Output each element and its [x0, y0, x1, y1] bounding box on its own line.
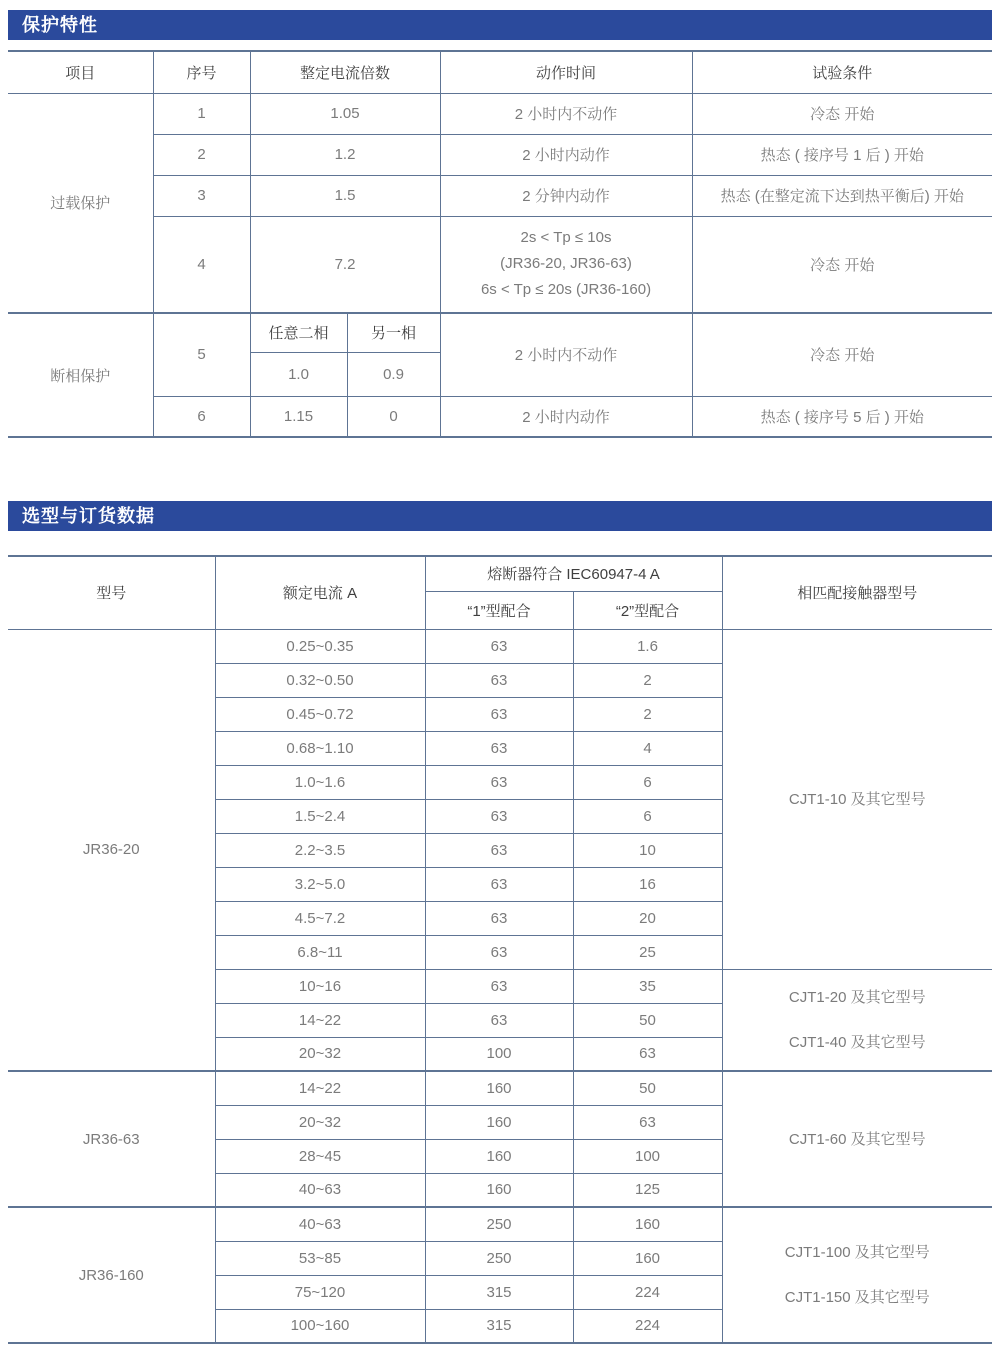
header-multiple: 整定电流倍数 — [250, 51, 440, 93]
rated-current-cell: 40~63 — [215, 1207, 425, 1241]
fuse-type2-cell: 160 — [573, 1241, 722, 1275]
fuse-type2-cell: 50 — [573, 1071, 722, 1105]
fuse-type1-cell: 63 — [425, 833, 573, 867]
fuse-type2-cell: 100 — [573, 1139, 722, 1173]
seq-cell: 5 — [153, 313, 250, 396]
fuse-type2-cell: 125 — [573, 1173, 722, 1207]
model-cell: JR36-63 — [8, 1071, 215, 1207]
fuse-type2-cell: 2 — [573, 663, 722, 697]
time-cell: 2 小时内动作 — [440, 134, 692, 175]
rated-current-cell: 6.8~11 — [215, 935, 425, 969]
contactor-line: CJT1-40 及其它型号 — [788, 1033, 926, 1051]
time-cell — [440, 216, 692, 313]
contactor-line: CJT1-10 及其它型号 — [788, 790, 926, 808]
table-header-row — [8, 51, 992, 93]
rated-current-cell: 1.5~2.4 — [215, 799, 425, 833]
table-header-row — [8, 556, 992, 591]
table-row — [8, 175, 992, 216]
contactor-line: CJT1-20 及其它型号 — [788, 988, 926, 1006]
section-title-selection: 选型与订货数据 — [8, 501, 992, 531]
rated-current-cell: 10~16 — [215, 969, 425, 1003]
fuse-type2-cell: 224 — [573, 1309, 722, 1343]
rated-current-cell: 3.2~5.0 — [215, 867, 425, 901]
time-cell: 2 小时内不动作 — [440, 313, 692, 396]
contactor-line: CJT1-100 及其它型号 — [784, 1244, 930, 1261]
multiple-cell: 1.5 — [250, 175, 440, 216]
fuse-type2-cell: 20 — [573, 901, 722, 935]
fuse-type2-cell: 10 — [573, 833, 722, 867]
model-cell: JR36-20 — [8, 629, 215, 1071]
fuse-type1-cell: 63 — [425, 867, 573, 901]
table-row — [8, 134, 992, 175]
rated-current-cell: 0.32~0.50 — [215, 663, 425, 697]
fuse-type2-cell: 63 — [573, 1105, 722, 1139]
table-row — [8, 313, 992, 352]
condition-cell: 冷态 开始 — [692, 93, 992, 134]
condition-cell: 热态 ( 接序号 1 后 ) 开始 — [692, 134, 992, 175]
fuse-type1-cell: 100 — [425, 1037, 573, 1071]
multiple-sub-cell: 0 — [347, 396, 440, 437]
multiple-sub-cell: 1.0 — [250, 352, 347, 396]
fuse-type2-cell: 2 — [573, 697, 722, 731]
fuse-type1-cell: 63 — [425, 663, 573, 697]
header-contactor: 相匹配接触器型号 — [722, 556, 992, 629]
fuse-type1-cell: 160 — [425, 1071, 573, 1105]
fuse-type2-cell: 160 — [573, 1207, 722, 1241]
contactor-line: CJT1-60 及其它型号 — [788, 1130, 926, 1148]
fuse-type1-cell: 63 — [425, 901, 573, 935]
rated-current-cell: 0.68~1.10 — [215, 731, 425, 765]
contactor-cell — [722, 969, 992, 1071]
multiple-cell: 1.2 — [250, 134, 440, 175]
header-item: 项目 — [8, 51, 153, 93]
table-row — [8, 93, 992, 134]
time-line: (JR36-20, JR36-63) — [500, 255, 632, 273]
rated-current-cell: 2.2~3.5 — [215, 833, 425, 867]
time-line: 6s < Tp ≤ 20s (JR36-160) — [480, 281, 652, 299]
header-fuse: 熔断器符合 IEC60947-4 A — [425, 556, 722, 591]
table-row — [8, 1207, 992, 1241]
condition-cell: 冷态 开始 — [692, 216, 992, 313]
time-cell: 2 分钟内动作 — [440, 175, 692, 216]
contactor-cell — [722, 1071, 992, 1207]
contactor-line: CJT1-150 及其它型号 — [784, 1289, 930, 1306]
seq-cell: 1 — [153, 93, 250, 134]
table-row — [8, 396, 992, 437]
seq-cell: 2 — [153, 134, 250, 175]
header-condition: 试验条件 — [692, 51, 992, 93]
model-cell: JR36-160 — [8, 1207, 215, 1343]
fuse-type2-cell: 4 — [573, 731, 722, 765]
rated-current-cell: 40~63 — [215, 1173, 425, 1207]
multiple-sub-cell: 0.9 — [347, 352, 440, 396]
header-fit-type2: “2”型配合 — [573, 591, 722, 629]
rated-current-cell: 53~85 — [215, 1241, 425, 1275]
condition-cell: 冷态 开始 — [692, 313, 992, 396]
fuse-type1-cell: 315 — [425, 1275, 573, 1309]
fuse-type1-cell: 63 — [425, 697, 573, 731]
fuse-type1-cell: 160 — [425, 1139, 573, 1173]
rated-current-cell: 20~32 — [215, 1105, 425, 1139]
fuse-type1-cell: 63 — [425, 799, 573, 833]
time-cell: 2 小时内不动作 — [440, 93, 692, 134]
fuse-type1-cell: 63 — [425, 731, 573, 765]
table-row — [8, 629, 992, 663]
fuse-type1-cell: 63 — [425, 765, 573, 799]
seq-cell: 6 — [153, 396, 250, 437]
time-cell: 2 小时内动作 — [440, 396, 692, 437]
multiple-sub-cell: 1.15 — [250, 396, 347, 437]
rated-current-cell: 14~22 — [215, 1003, 425, 1037]
fuse-type2-cell: 63 — [573, 1037, 722, 1071]
rated-current-cell: 4.5~7.2 — [215, 901, 425, 935]
selection-table — [8, 555, 992, 1344]
fuse-type2-cell: 50 — [573, 1003, 722, 1037]
fuse-type1-cell: 160 — [425, 1173, 573, 1207]
rated-current-cell: 20~32 — [215, 1037, 425, 1071]
rated-current-cell: 28~45 — [215, 1139, 425, 1173]
group-phase-failure-cell: 断相保护 — [8, 313, 153, 437]
rated-current-cell: 0.45~0.72 — [215, 697, 425, 731]
rated-current-cell: 100~160 — [215, 1309, 425, 1343]
fuse-type2-cell: 6 — [573, 799, 722, 833]
table-row — [8, 216, 992, 313]
sub-header-any-two-phase: 任意二相 — [250, 313, 347, 352]
fuse-type1-cell: 63 — [425, 935, 573, 969]
fuse-type1-cell: 250 — [425, 1207, 573, 1241]
fuse-type2-cell: 224 — [573, 1275, 722, 1309]
seq-cell: 4 — [153, 216, 250, 313]
fuse-type2-cell: 6 — [573, 765, 722, 799]
time-line: 2s < Tp ≤ 10s — [520, 229, 612, 247]
condition-cell: 热态 ( 接序号 5 后 ) 开始 — [692, 396, 992, 437]
header-model: 型号 — [8, 556, 215, 629]
section-title-protection: 保护特性 — [8, 10, 992, 40]
rated-current-cell: 0.25~0.35 — [215, 629, 425, 663]
fuse-type2-cell: 16 — [573, 867, 722, 901]
fuse-type2-cell: 25 — [573, 935, 722, 969]
fuse-type1-cell: 63 — [425, 969, 573, 1003]
condition-cell: 热态 (在整定流下达到热平衡后) 开始 — [692, 175, 992, 216]
multiple-cell: 7.2 — [250, 216, 440, 313]
rated-current-cell: 75~120 — [215, 1275, 425, 1309]
rated-current-cell: 14~22 — [215, 1071, 425, 1105]
rated-current-cell: 1.0~1.6 — [215, 765, 425, 799]
fuse-type1-cell: 160 — [425, 1105, 573, 1139]
fuse-type2-cell: 35 — [573, 969, 722, 1003]
contactor-cell — [722, 1207, 992, 1343]
protection-table — [8, 50, 992, 438]
fuse-type1-cell: 315 — [425, 1309, 573, 1343]
table-row — [8, 1071, 992, 1105]
contactor-cell — [722, 629, 992, 969]
fuse-type1-cell: 63 — [425, 1003, 573, 1037]
seq-cell: 3 — [153, 175, 250, 216]
header-rated-current: 额定电流 A — [215, 556, 425, 629]
group-overload-cell: 过载保护 — [8, 93, 153, 313]
header-fit-type1: “1”型配合 — [425, 591, 573, 629]
sub-header-other-phase: 另一相 — [347, 313, 440, 352]
multiple-cell: 1.05 — [250, 93, 440, 134]
fuse-type1-cell: 63 — [425, 629, 573, 663]
header-seq: 序号 — [153, 51, 250, 93]
fuse-type1-cell: 250 — [425, 1241, 573, 1275]
fuse-type2-cell: 1.6 — [573, 629, 722, 663]
header-time: 动作时间 — [440, 51, 692, 93]
